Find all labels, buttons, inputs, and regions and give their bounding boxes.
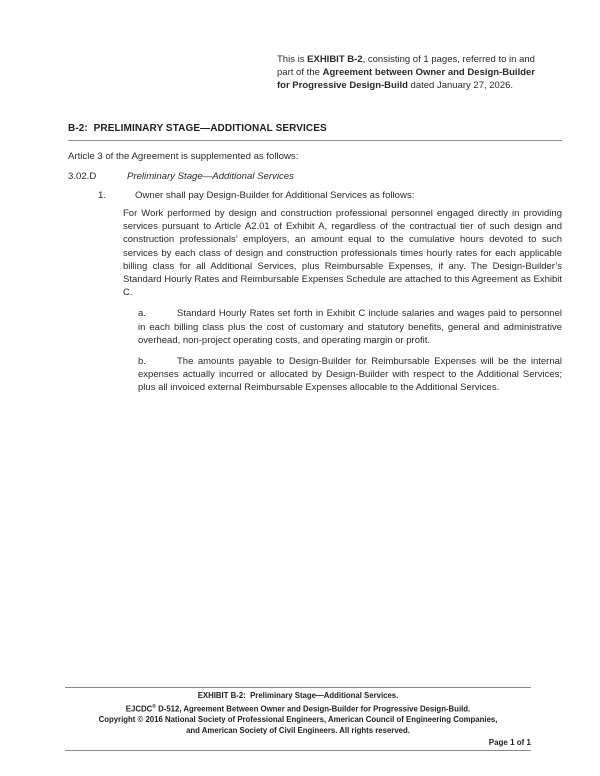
section-title: Preliminary Stage—Additional Services — [127, 171, 294, 182]
subparagraph-a-text: Standard Hourly Rates set forth in Exhibit C include salaries and wages paid to personnel in each billing class plus the cost of customary and statutory benefits, general and administrative overhead, non-project operating costs, and operating margin or profit. — [138, 308, 562, 346]
footer-bottom-rule — [65, 750, 531, 751]
footer-exhibit-title: EXHIBIT B-2: Preliminary Stage—Additional Services. — [197, 691, 399, 700]
exhibit-notice: This is EXHIBIT B-2, consisting of 1 pages, referred to in and part of the Agreement between Owner and Design-Builder for Progressive Design-Build dated January 27, 2026. — [277, 54, 535, 91]
section-number: 3.02.D — [68, 171, 97, 182]
exhibit-heading: B-2: PRELIMINARY STAGE—ADDITIONAL SERVICES — [68, 121, 562, 141]
subparagraph-a-label: a. — [138, 308, 146, 320]
footer-copyright-line-2: and American Society of Civil Engineers. All rights reserved. — [186, 725, 410, 735]
page-footer — [65, 687, 531, 751]
subparagraph-b-label: b. — [138, 356, 146, 368]
paragraph-payment-terms: For Work performed by design and construction professional personnel engaged directly in providing services pursuant to Article A2.01 of Exhibit A, regardless of the contractual tier of such design and construction professionals’ employers, an amount equal to the cumulative hours devoted to such services by each class of design and construction professionals times hourly rates for each applicable billing class for all Additional Services, plus Reimbursable Expenses, if any. The Design-Builder’s Standard Hourly Rates and Reimbursable Expenses Schedule are attached to this Agreement as Exhibit C. — [123, 208, 562, 299]
list-item-1-text: Owner shall pay Design-Builder for Additional Services as follows: — [135, 190, 415, 201]
document-body — [68, 121, 562, 395]
list-item-1-number: 1. — [98, 190, 107, 201]
list-item-1 — [68, 189, 562, 202]
subparagraph-b-text: The amounts payable to Design-Builder for Reimbursable Expenses will be the internal expenses actually incurred or allocated by Design-Builder with respect to the Additional Services; plus all invoiced external Reimbursable Expenses allocable to the Additional Services. — [138, 356, 562, 394]
footer-document-id: EJCDC® D-512, Agreement Between Owner and Design-Builder for Progressive Design-Build. — [125, 703, 471, 714]
subparagraph-b — [138, 355, 562, 395]
subparagraph-a — [138, 307, 562, 347]
page-number: Page 1 of 1 — [488, 737, 531, 747]
article-intro: Article 3 of the Agreement is supplemented as follows: — [68, 151, 299, 162]
footer-copyright-line-1: Copyright © 2016 National Society of Professional Engineers, American Council of Engineering Companies, — [98, 715, 498, 725]
section-3-02-d — [68, 170, 562, 183]
